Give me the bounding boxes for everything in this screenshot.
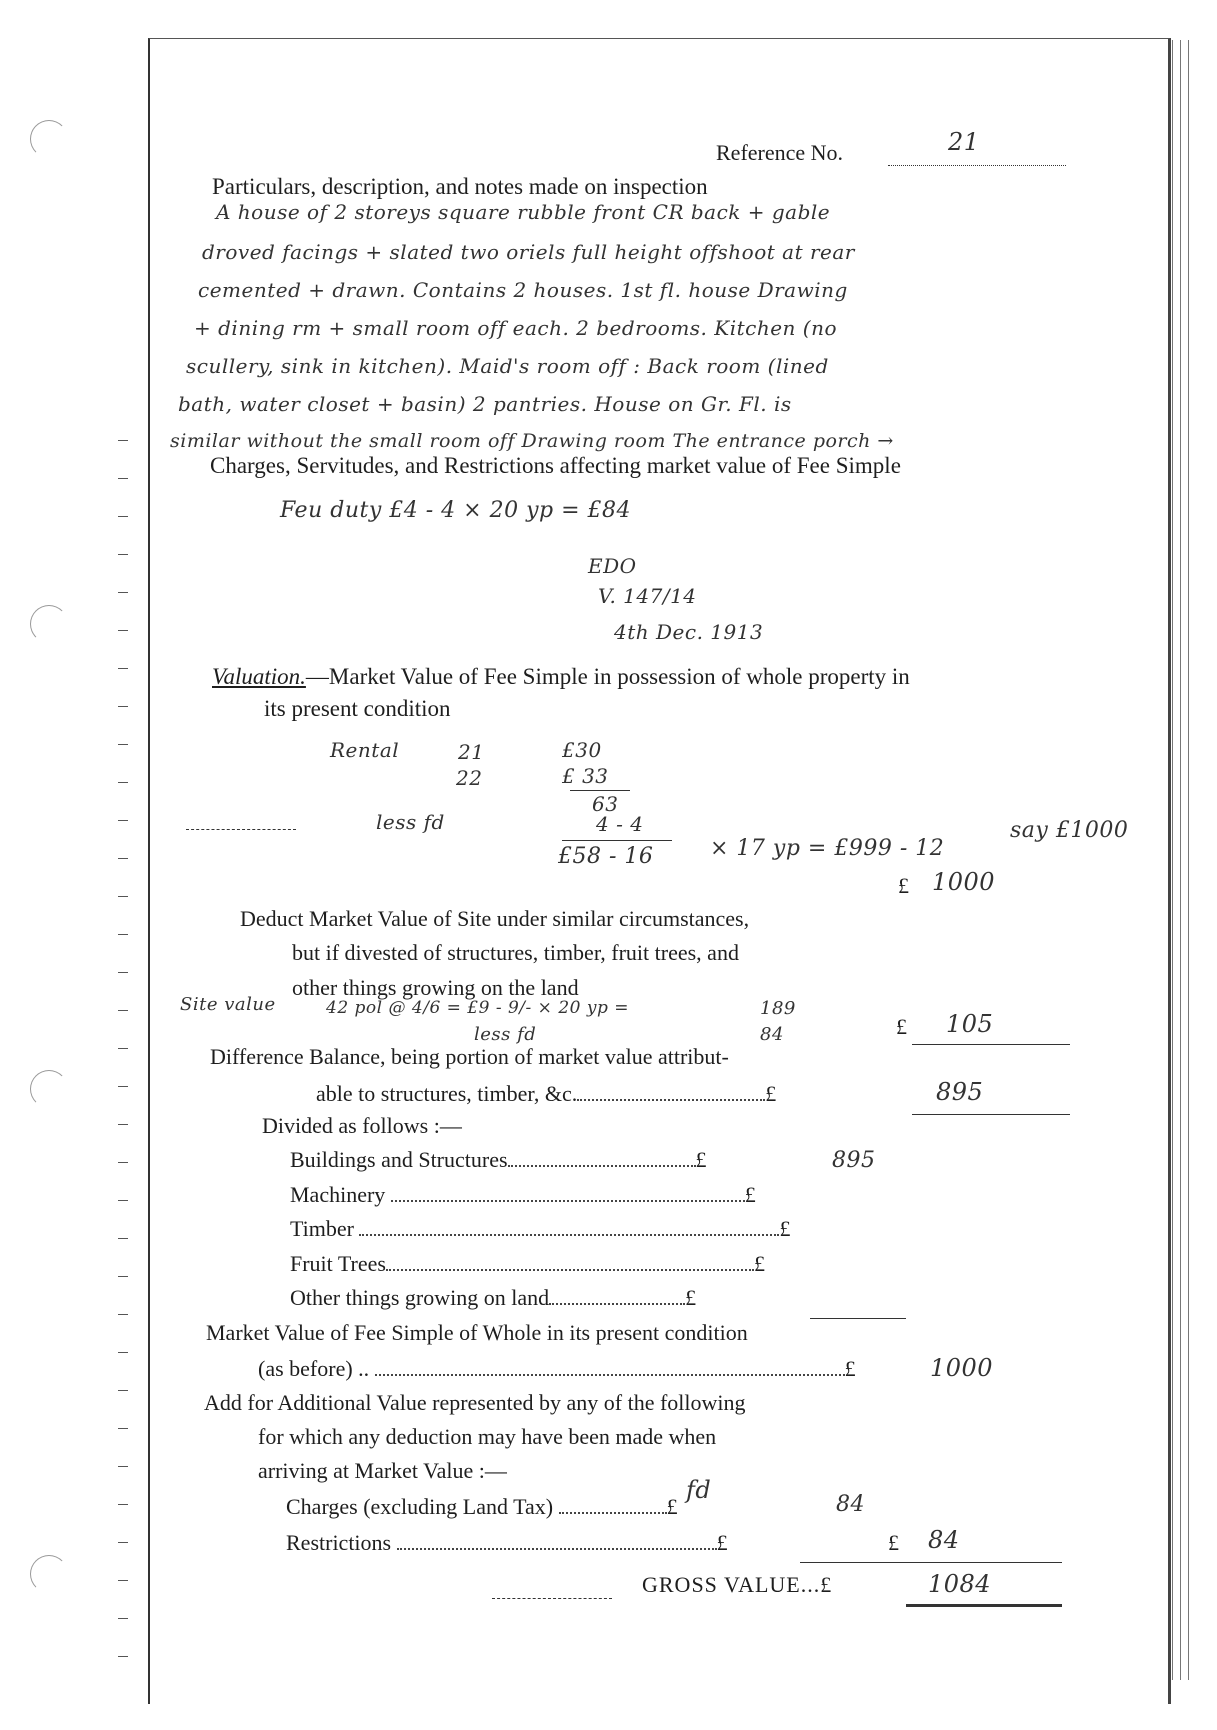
rental-ref: 22 xyxy=(456,766,483,790)
divided-heading: Divided as follows :— xyxy=(262,1113,462,1138)
margin-tick xyxy=(118,896,128,897)
margin-tick xyxy=(118,744,128,745)
divided-row xyxy=(290,1147,707,1173)
particulars-line: bath, water closet + basin) 2 pantries. House on Gr. Fl. is xyxy=(178,392,792,416)
valuation-pound-symbol: £ xyxy=(898,873,909,898)
margin-tick xyxy=(118,516,128,517)
margin-tick xyxy=(118,592,128,593)
edo-line: 4th Dec. 1913 xyxy=(614,620,764,644)
margin-tick xyxy=(118,858,128,859)
site-less-label: less fd xyxy=(474,1024,537,1045)
site-value-label: Site value xyxy=(180,994,276,1015)
margin-tick xyxy=(118,1428,128,1429)
difference-pound-symbol: £ xyxy=(765,1081,777,1106)
leader-dots xyxy=(359,1234,779,1236)
margin-tick xyxy=(118,820,128,821)
whole-text-line2 xyxy=(258,1356,856,1382)
valuation-heading-line2: its present condition xyxy=(264,696,451,721)
additional-total-value: 84 xyxy=(928,1526,960,1554)
divided-row-symbol: £ xyxy=(695,1147,707,1172)
leader-dots xyxy=(391,1200,745,1202)
additional-charges-value: 84 xyxy=(836,1492,865,1517)
divided-row-symbol: £ xyxy=(685,1285,697,1310)
valuation-total: 1000 xyxy=(932,868,996,896)
additional-charges-label: Charges (excluding Land Tax) xyxy=(286,1494,554,1519)
less-feu-duty-label: less fd xyxy=(376,810,445,834)
divided-row-symbol: £ xyxy=(779,1216,791,1241)
dashed-rule xyxy=(492,1598,612,1599)
margin-tick xyxy=(118,1276,128,1277)
additional-charges-note: fd xyxy=(686,1476,712,1504)
say-value: say £1000 xyxy=(1010,818,1129,843)
divided-row-label: Other things growing on land xyxy=(290,1285,550,1310)
page-edge xyxy=(1188,40,1191,1680)
margin-tick xyxy=(118,1466,128,1467)
difference-label: able to structures, timber, &c. xyxy=(316,1081,578,1106)
divided-row-label: Buildings and Structures xyxy=(290,1147,508,1172)
site-value: 105 xyxy=(946,1010,994,1038)
margin-tick xyxy=(118,782,128,783)
site-less-value: 84 xyxy=(760,1024,784,1045)
divided-row xyxy=(290,1182,756,1208)
margin-tick xyxy=(118,1504,128,1505)
margin-tick xyxy=(118,1580,128,1581)
additional-text: for which any deduction may have been made when xyxy=(258,1424,717,1449)
rental-sum-line xyxy=(570,790,630,791)
page-edge xyxy=(1180,40,1183,1680)
rental-ref: 21 xyxy=(458,740,485,764)
rental-amount: £30 xyxy=(562,738,602,762)
leader-dots xyxy=(549,1303,685,1305)
net-rent: £58 - 16 xyxy=(558,844,654,869)
margin-tick xyxy=(118,1124,128,1125)
margin-tick xyxy=(118,1010,128,1011)
margin-tick xyxy=(118,1390,128,1391)
additional-text: Add for Additional Value represented by any of the following xyxy=(204,1390,746,1415)
margin-tick xyxy=(118,630,128,631)
rental-amount: £ 33 xyxy=(562,764,609,788)
particulars-line: scullery, sink in kitchen). Maid's room off : Back room (lined xyxy=(186,354,829,378)
punch-hole xyxy=(30,120,68,158)
gross-value: 1084 xyxy=(928,1570,992,1598)
site-text: other things growing on the land xyxy=(292,975,579,1000)
margin-tick xyxy=(118,1086,128,1087)
site-value-calc: 42 pol @ 4/6 = £9 - 9/- × 20 yp = xyxy=(326,998,630,1018)
leader-dots xyxy=(577,1099,765,1101)
margin-tick xyxy=(118,478,128,479)
margin-tick xyxy=(118,934,128,935)
capitalisation-calc: × 17 yp = £999 - 12 xyxy=(710,836,945,861)
gross-value-row xyxy=(642,1572,832,1598)
punch-hole xyxy=(30,605,68,643)
divided-row-symbol: £ xyxy=(753,1251,765,1276)
feu-duty-note: Feu duty £4 - 4 × 20 yp = £84 xyxy=(280,498,631,523)
margin-tick xyxy=(118,1352,128,1353)
site-value-line xyxy=(912,1044,1070,1045)
margin-tick xyxy=(118,1656,128,1657)
punch-hole xyxy=(30,1070,68,1108)
difference-value: 895 xyxy=(936,1078,984,1106)
site-pound-symbol: £ xyxy=(896,1014,907,1039)
margin-tick xyxy=(118,1314,128,1315)
particulars-line: cemented + drawn. Contains 2 houses. 1st fl. house Drawing xyxy=(198,278,848,302)
margin-tick xyxy=(118,668,128,669)
gross-pound-symbol: £ xyxy=(820,1572,833,1597)
divided-row xyxy=(290,1251,765,1277)
divided-row xyxy=(290,1216,790,1242)
site-text: but if divested of structures, timber, fruit trees, and xyxy=(292,940,739,965)
whole-value: 1000 xyxy=(930,1354,994,1382)
particulars-line: + dining rm + small room off each. 2 bedrooms. Kitchen (no xyxy=(194,316,838,340)
additional-restrictions-label: Restrictions xyxy=(286,1530,392,1555)
particulars-heading: Particulars, description, and notes made on inspection xyxy=(212,174,708,199)
divided-row-value: 895 xyxy=(832,1148,876,1173)
site-text: Deduct Market Value of Site under similar circumstances, xyxy=(240,906,750,931)
edo-line: EDO xyxy=(588,554,637,578)
margin-tick xyxy=(118,1238,128,1239)
punch-hole xyxy=(30,1555,68,1593)
edo-line: V. 147/14 xyxy=(598,584,697,608)
less-feu-duty-amount: 4 - 4 xyxy=(596,812,644,836)
margin-tick xyxy=(118,1200,128,1201)
divided-row-symbol: £ xyxy=(744,1182,756,1207)
leader-dots xyxy=(386,1269,754,1271)
margin-tick xyxy=(118,1162,128,1163)
particulars-line: similar without the small room off Drawing room The entrance porch → xyxy=(170,430,894,452)
charges-heading: Charges, Servitudes, and Restrictions affecting market value of Fee Simple xyxy=(210,453,901,478)
particulars-line: droved facings + slated two oriels full height offshoot at rear xyxy=(202,240,855,264)
rental-amount: 63 xyxy=(592,792,619,816)
valuation-heading-rest: —Market Value of Fee Simple in possession of whole property in xyxy=(305,664,910,689)
difference-text: Difference Balance, being portion of market value attribut- xyxy=(210,1044,729,1069)
site-value-gross: 189 xyxy=(760,998,796,1019)
particulars-line: A house of 2 storeys square rubble front CR back + gable xyxy=(216,200,831,224)
leader-dots xyxy=(559,1512,667,1514)
divided-total-line xyxy=(810,1318,906,1319)
leader-dots xyxy=(397,1548,717,1550)
additional-restrictions-symbol: £ xyxy=(716,1530,728,1555)
divided-row-label: Timber xyxy=(290,1216,354,1241)
difference-text-line2 xyxy=(316,1081,776,1107)
margin-tick xyxy=(118,554,128,555)
divided-row xyxy=(290,1285,696,1311)
margin-tick xyxy=(118,1618,128,1619)
whole-pound-symbol: £ xyxy=(844,1356,856,1381)
reference-line xyxy=(888,165,1066,166)
difference-line xyxy=(912,1114,1070,1115)
divided-row-label: Machinery xyxy=(290,1182,386,1207)
additional-total-symbol: £ xyxy=(888,1530,899,1555)
divided-row-label: Fruit Trees xyxy=(290,1251,386,1276)
reference-number: 21 xyxy=(948,128,980,156)
additional-charges-row xyxy=(286,1494,678,1520)
additional-text: arriving at Market Value :— xyxy=(258,1458,507,1483)
dashed-rule xyxy=(186,829,296,830)
margin-tick xyxy=(118,440,128,441)
gross-value-line xyxy=(906,1604,1062,1607)
gross-value-label: GROSS VALUE... xyxy=(642,1572,821,1597)
additional-charges-symbol: £ xyxy=(666,1494,678,1519)
net-rent-line xyxy=(562,840,672,841)
reference-label: Reference No. xyxy=(716,140,844,165)
valuation-heading xyxy=(212,664,910,690)
additional-total-line xyxy=(800,1562,1062,1563)
rental-label: Rental xyxy=(330,738,400,762)
whole-label: (as before) .. xyxy=(258,1356,370,1381)
whole-text: Market Value of Fee Simple of Whole in its present condition xyxy=(206,1320,748,1345)
margin-tick xyxy=(118,972,128,973)
margin-tick xyxy=(118,1542,128,1543)
margin-tick xyxy=(118,1048,128,1049)
page-edge xyxy=(1172,40,1175,1680)
margin-tick xyxy=(118,706,128,707)
additional-restrictions-row xyxy=(286,1530,728,1556)
leader-dots xyxy=(375,1374,845,1376)
valuation-label: Valuation. xyxy=(212,664,306,689)
leader-dots xyxy=(508,1165,696,1167)
